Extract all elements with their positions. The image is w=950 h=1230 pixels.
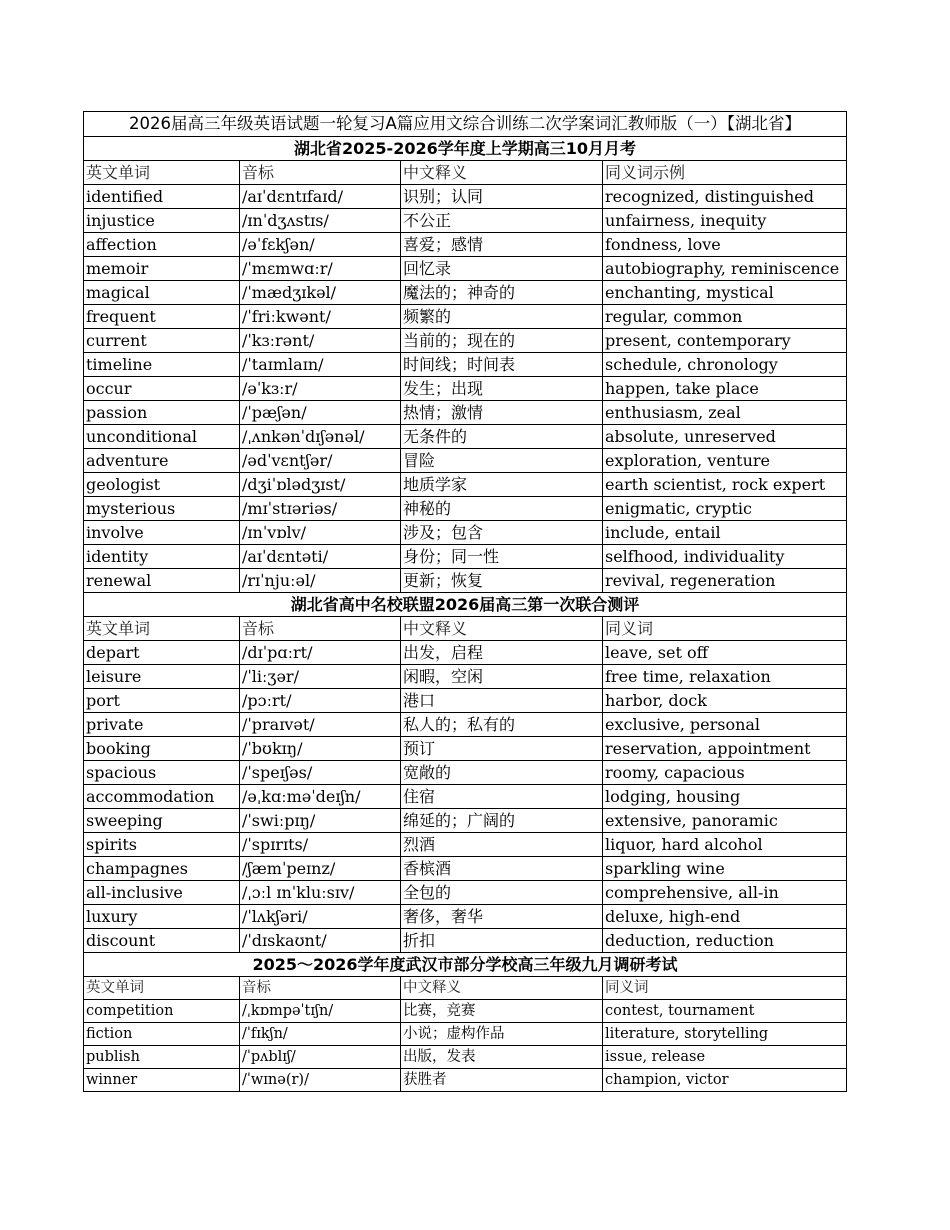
phonetic-cell: /aɪˈdɛntɪfaɪd/ (240, 185, 401, 209)
phonetic-cell: /ˈlʌkʃəri/ (240, 905, 401, 929)
word-cell: all-inclusive (84, 881, 240, 905)
column-header-word: 英文单词 (84, 977, 240, 1000)
synonyms-cell: literature, storytelling (603, 1023, 847, 1046)
phonetic-cell: /əˈfɛkʃən/ (240, 233, 401, 257)
meaning-cell: 奢侈，奢华 (401, 905, 603, 929)
meaning-cell: 时间线；时间表 (401, 353, 603, 377)
meaning-cell: 身份；同一性 (401, 545, 603, 569)
synonyms-cell: enigmatic, cryptic (603, 497, 847, 521)
phonetic-cell: /ˈmɛmwɑːr/ (240, 257, 401, 281)
word-cell: discount (84, 929, 240, 953)
synonyms-cell: deduction, reduction (603, 929, 847, 953)
word-cell: competition (84, 1000, 240, 1023)
meaning-cell: 预订 (401, 737, 603, 761)
column-header-phonetic: 音标 (240, 617, 401, 641)
table-row (84, 353, 847, 377)
word-cell: injustice (84, 209, 240, 233)
meaning-cell: 当前的；现在的 (401, 329, 603, 353)
word-cell: identified (84, 185, 240, 209)
meaning-cell: 住宿 (401, 785, 603, 809)
phonetic-cell: /ədˈvɛntʃər/ (240, 449, 401, 473)
column-header-synonyms: 同义词示例 (603, 161, 847, 185)
synonyms-cell: happen, take place (603, 377, 847, 401)
meaning-cell: 宽敞的 (401, 761, 603, 785)
synonyms-cell: issue, release (603, 1046, 847, 1069)
phonetic-cell: /pɔːrt/ (240, 689, 401, 713)
synonyms-cell: selfhood, individuality (603, 545, 847, 569)
table-row (84, 641, 847, 665)
column-header-meaning: 中文释义 (401, 977, 603, 1000)
word-cell: occur (84, 377, 240, 401)
synonyms-cell: roomy, capacious (603, 761, 847, 785)
meaning-cell: 更新；恢复 (401, 569, 603, 593)
table-row (84, 905, 847, 929)
table-row (84, 473, 847, 497)
synonyms-cell: include, entail (603, 521, 847, 545)
document-title: 2026届高三年级英语试题一轮复习A篇应用文综合训练二次学案词汇教师版（一）【湖北省】 (84, 112, 847, 137)
table-row (84, 449, 847, 473)
table-row (84, 713, 847, 737)
synonyms-cell: lodging, housing (603, 785, 847, 809)
synonyms-cell: reservation, appointment (603, 737, 847, 761)
word-cell: current (84, 329, 240, 353)
word-cell: champagnes (84, 857, 240, 881)
section-heading: 2025～2026学年度武汉市部分学校高三年级九月调研考试 (84, 953, 847, 977)
table-row (84, 857, 847, 881)
meaning-cell: 频繁的 (401, 305, 603, 329)
phonetic-cell: /ˌɔːl ɪnˈkluːsɪv/ (240, 881, 401, 905)
phonetic-cell: /ˈpʌblɪʃ/ (240, 1046, 401, 1069)
synonyms-cell: free time, relaxation (603, 665, 847, 689)
table-row (84, 185, 847, 209)
section-heading-row (84, 137, 847, 161)
synonyms-cell: schedule, chronology (603, 353, 847, 377)
phonetic-cell: /ˈdɪskaʊnt/ (240, 929, 401, 953)
synonyms-cell: regular, common (603, 305, 847, 329)
synonyms-cell: extensive, panoramic (603, 809, 847, 833)
meaning-cell: 魔法的；神奇的 (401, 281, 603, 305)
table-row (84, 1000, 847, 1023)
word-cell: sweeping (84, 809, 240, 833)
word-cell: unconditional (84, 425, 240, 449)
column-header-phonetic: 音标 (240, 161, 401, 185)
column-header-row (84, 161, 847, 185)
word-cell: private (84, 713, 240, 737)
table-row (84, 281, 847, 305)
meaning-cell: 地质学家 (401, 473, 603, 497)
word-cell: fiction (84, 1023, 240, 1046)
meaning-cell: 冒险 (401, 449, 603, 473)
phonetic-cell: /ɪnˈdʒʌstɪs/ (240, 209, 401, 233)
phonetic-cell: /ʃæmˈpeɪnz/ (240, 857, 401, 881)
phonetic-cell: /ˌkɒmpəˈtɪʃn/ (240, 1000, 401, 1023)
column-header-synonyms: 同义词 (603, 617, 847, 641)
synonyms-cell: leave, set off (603, 641, 847, 665)
word-cell: accommodation (84, 785, 240, 809)
synonyms-cell: recognized, distinguished (603, 185, 847, 209)
column-header-row (84, 977, 847, 1000)
table-row (84, 401, 847, 425)
synonyms-cell: autobiography, reminiscence (603, 257, 847, 281)
synonyms-cell: contest, tournament (603, 1000, 847, 1023)
word-cell: publish (84, 1046, 240, 1069)
word-cell: winner (84, 1069, 240, 1092)
table-row (84, 209, 847, 233)
meaning-cell: 出发，启程 (401, 641, 603, 665)
table-row (84, 689, 847, 713)
column-header-synonyms: 同义词 (603, 977, 847, 1000)
section-heading: 湖北省高中名校联盟2026届高三第一次联合测评 (84, 593, 847, 617)
phonetic-cell: /əˌkɑːməˈdeɪʃn/ (240, 785, 401, 809)
section-heading-row (84, 593, 847, 617)
synonyms-cell: comprehensive, all-in (603, 881, 847, 905)
column-header-phonetic: 音标 (240, 977, 401, 1000)
synonyms-cell: earth scientist, rock expert (603, 473, 847, 497)
table-row (84, 1069, 847, 1092)
column-header-meaning: 中文释义 (401, 161, 603, 185)
phonetic-cell: /ˈbʊkɪŋ/ (240, 737, 401, 761)
table-row (84, 1023, 847, 1046)
phonetic-cell: /ˈtaɪmlaɪn/ (240, 353, 401, 377)
vocabulary-table-body (84, 112, 847, 1092)
synonyms-cell: fondness, love (603, 233, 847, 257)
phonetic-cell: /aɪˈdɛntəti/ (240, 545, 401, 569)
synonyms-cell: unfairness, inequity (603, 209, 847, 233)
synonyms-cell: enthusiasm, zeal (603, 401, 847, 425)
word-cell: memoir (84, 257, 240, 281)
meaning-cell: 香槟酒 (401, 857, 603, 881)
word-cell: mysterious (84, 497, 240, 521)
word-cell: frequent (84, 305, 240, 329)
word-cell: luxury (84, 905, 240, 929)
table-row (84, 521, 847, 545)
word-cell: spirits (84, 833, 240, 857)
synonyms-cell: harbor, dock (603, 689, 847, 713)
synonyms-cell: revival, regeneration (603, 569, 847, 593)
phonetic-cell: /dʒiˈɒlədʒɪst/ (240, 473, 401, 497)
table-row (84, 1046, 847, 1069)
phonetic-cell: /ˈfɪkʃn/ (240, 1023, 401, 1046)
meaning-cell: 闲暇，空闲 (401, 665, 603, 689)
meaning-cell: 获胜者 (401, 1069, 603, 1092)
synonyms-cell: deluxe, high-end (603, 905, 847, 929)
vocabulary-table (83, 111, 847, 1092)
table-row (84, 665, 847, 689)
meaning-cell: 识别；认同 (401, 185, 603, 209)
phonetic-cell: /rɪˈnjuːəl/ (240, 569, 401, 593)
word-cell: identity (84, 545, 240, 569)
word-cell: magical (84, 281, 240, 305)
table-row (84, 881, 847, 905)
phonetic-cell: /ˈpraɪvət/ (240, 713, 401, 737)
column-header-word: 英文单词 (84, 161, 240, 185)
meaning-cell: 热情；激情 (401, 401, 603, 425)
meaning-cell: 发生；出现 (401, 377, 603, 401)
column-header-row (84, 617, 847, 641)
phonetic-cell: /ɪnˈvɒlv/ (240, 521, 401, 545)
phonetic-cell: /dɪˈpɑːrt/ (240, 641, 401, 665)
word-cell: leisure (84, 665, 240, 689)
word-cell: adventure (84, 449, 240, 473)
phonetic-cell: /ˈliːʒər/ (240, 665, 401, 689)
meaning-cell: 私人的；私有的 (401, 713, 603, 737)
phonetic-cell: /ˈspeɪʃəs/ (240, 761, 401, 785)
synonyms-cell: champion, victor (603, 1069, 847, 1092)
table-row (84, 425, 847, 449)
phonetic-cell: /ˈmædʒɪkəl/ (240, 281, 401, 305)
word-cell: renewal (84, 569, 240, 593)
word-cell: booking (84, 737, 240, 761)
meaning-cell: 神秘的 (401, 497, 603, 521)
meaning-cell: 港口 (401, 689, 603, 713)
meaning-cell: 折扣 (401, 929, 603, 953)
word-cell: timeline (84, 353, 240, 377)
meaning-cell: 涉及；包含 (401, 521, 603, 545)
meaning-cell: 不公正 (401, 209, 603, 233)
title-row (84, 112, 847, 137)
synonyms-cell: present, contemporary (603, 329, 847, 353)
table-row (84, 257, 847, 281)
synonyms-cell: absolute, unreserved (603, 425, 847, 449)
table-row (84, 497, 847, 521)
meaning-cell: 出版，发表 (401, 1046, 603, 1069)
table-row (84, 761, 847, 785)
table-row (84, 329, 847, 353)
phonetic-cell: /ˈswiːpɪŋ/ (240, 809, 401, 833)
table-row (84, 809, 847, 833)
phonetic-cell: /ˈwɪnə(r)/ (240, 1069, 401, 1092)
synonyms-cell: sparkling wine (603, 857, 847, 881)
meaning-cell: 无条件的 (401, 425, 603, 449)
meaning-cell: 喜爱；感情 (401, 233, 603, 257)
table-row (84, 305, 847, 329)
phonetic-cell: /ˈfriːkwənt/ (240, 305, 401, 329)
synonyms-cell: exclusive, personal (603, 713, 847, 737)
synonyms-cell: enchanting, mystical (603, 281, 847, 305)
word-cell: depart (84, 641, 240, 665)
column-header-meaning: 中文释义 (401, 617, 603, 641)
section-heading: 湖北省2025-2026学年度上学期高三10月月考 (84, 137, 847, 161)
meaning-cell: 回忆录 (401, 257, 603, 281)
phonetic-cell: /ˌʌnkənˈdɪʃənəl/ (240, 425, 401, 449)
meaning-cell: 全包的 (401, 881, 603, 905)
meaning-cell: 小说；虚构作品 (401, 1023, 603, 1046)
phonetic-cell: /mɪˈstɪəriəs/ (240, 497, 401, 521)
word-cell: port (84, 689, 240, 713)
table-row (84, 377, 847, 401)
word-cell: involve (84, 521, 240, 545)
word-cell: spacious (84, 761, 240, 785)
table-row (84, 737, 847, 761)
table-row (84, 833, 847, 857)
table-row (84, 233, 847, 257)
word-cell: geologist (84, 473, 240, 497)
phonetic-cell: /əˈkɜːr/ (240, 377, 401, 401)
phonetic-cell: /ˈpæʃən/ (240, 401, 401, 425)
phonetic-cell: /ˈspɪrɪts/ (240, 833, 401, 857)
column-header-word: 英文单词 (84, 617, 240, 641)
table-row (84, 785, 847, 809)
synonyms-cell: liquor, hard alcohol (603, 833, 847, 857)
meaning-cell: 烈酒 (401, 833, 603, 857)
meaning-cell: 比赛，竞赛 (401, 1000, 603, 1023)
section-heading-row (84, 953, 847, 977)
table-row (84, 545, 847, 569)
table-row (84, 929, 847, 953)
meaning-cell: 绵延的；广阔的 (401, 809, 603, 833)
word-cell: affection (84, 233, 240, 257)
synonyms-cell: exploration, venture (603, 449, 847, 473)
phonetic-cell: /ˈkɜːrənt/ (240, 329, 401, 353)
word-cell: passion (84, 401, 240, 425)
table-row (84, 569, 847, 593)
